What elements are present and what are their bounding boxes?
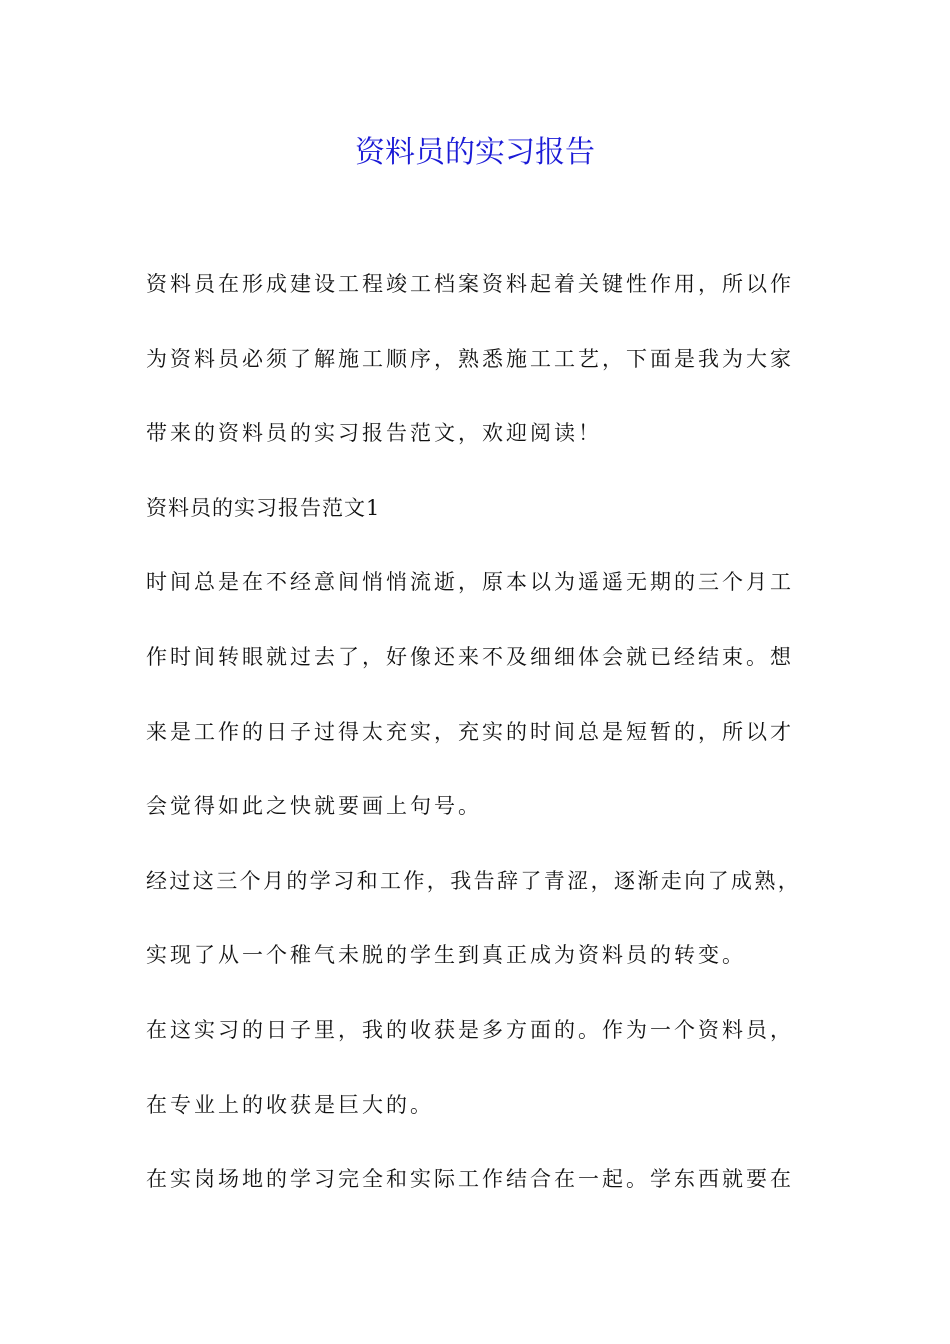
- body-line: 资料员在形成建设工程竣工档案资料起着关键性作用，所以作: [146, 272, 794, 296]
- body-line: 在实岗场地的学习完全和实际工作结合在一起。学东西就要在: [146, 1167, 794, 1192]
- body-line: 会觉得如此之快就要画上句号。: [146, 794, 482, 819]
- body-line: 来是工作的日子过得太充实，充实的时间总是短暂的，所以才: [146, 719, 794, 744]
- body-line: 在这实习的日子里，我的收获是多方面的。作为一个资料员，: [146, 1017, 794, 1042]
- section-heading: 资料员的实习报告范文1: [146, 495, 381, 520]
- body-line: 作时间转眼就过去了，好像还来不及细细体会就已经结束。想: [146, 644, 794, 669]
- body-line: 实现了从一个稚气未脱的学生到真正成为资料员的转变。: [146, 943, 746, 968]
- document-title: 资料员的实习报告: [355, 135, 595, 170]
- body-line: 带来的资料员的实习报告范文，欢迎阅读！: [146, 421, 602, 446]
- body-line: 经过这三个月的学习和工作，我告辞了青涩，逐渐走向了成熟，: [146, 868, 802, 893]
- body-line: 为资料员必须了解施工顺序，熟悉施工工艺，下面是我为大家: [146, 346, 794, 371]
- body-line: 在专业上的收获是巨大的。: [146, 1092, 434, 1117]
- body-line: 时间总是在不经意间悄悄流逝，原本以为遥遥无期的三个月工: [146, 570, 794, 595]
- document-body: [146, 262, 816, 1232]
